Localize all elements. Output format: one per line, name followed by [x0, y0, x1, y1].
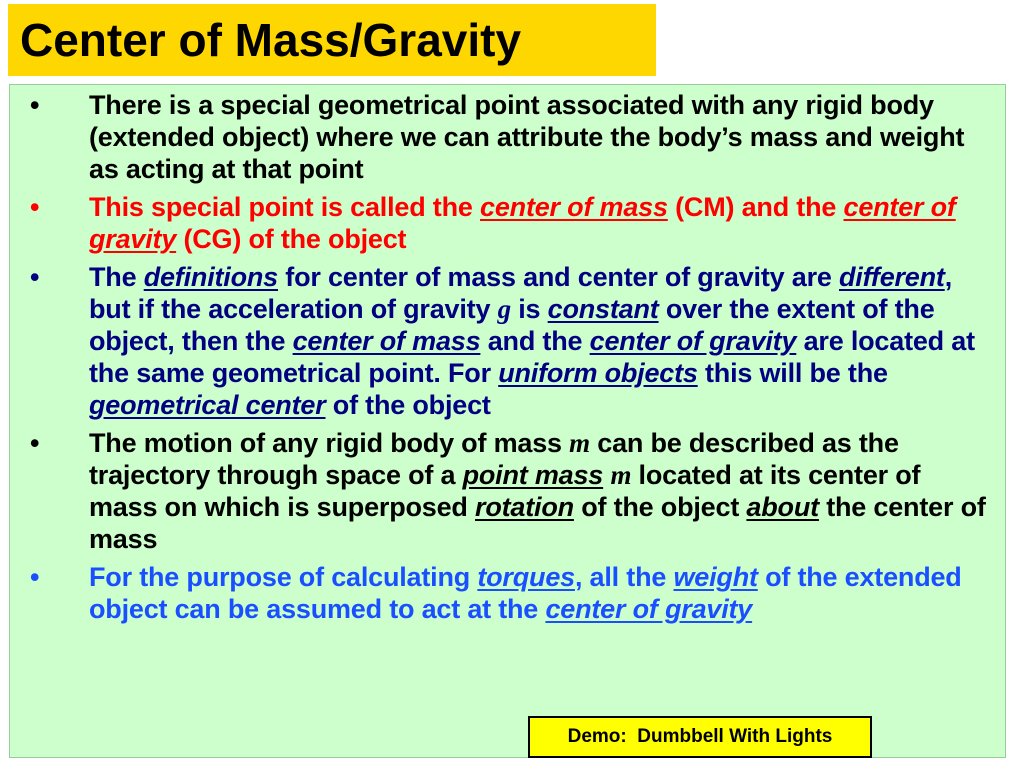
- emphasis-point-mass: point mass: [462, 460, 604, 490]
- slide-title: Center of Mass/Gravity: [20, 14, 522, 66]
- text-segment: , all the: [574, 562, 674, 592]
- bullet-item-cm-cg: [18, 191, 995, 255]
- bullet-item-torques: [18, 561, 995, 625]
- variable-m: m: [569, 428, 590, 458]
- text-segment: The: [89, 262, 144, 292]
- variable-g: g: [497, 294, 511, 324]
- emphasis-about: about: [746, 492, 819, 522]
- text-segment: located at its center of mass on which is superposed: [89, 460, 921, 522]
- bullet-marker: •: [30, 562, 40, 592]
- emphasis-constant: constant: [547, 294, 659, 324]
- demo-label-box: Demo: Dumbbell With Lights: [528, 716, 872, 758]
- title-banner: [8, 4, 656, 76]
- bullet-marker: •: [30, 428, 40, 458]
- text-segment: of the object: [573, 492, 747, 522]
- bullet-marker: •: [30, 90, 40, 120]
- emphasis-weight: weight: [673, 562, 758, 592]
- bullet-item-special-point: [18, 89, 995, 185]
- text-segment: There is a special geometrical point associated with any rigid body (extended object) where we can attribute the body’s mass and weight as acting at that point: [89, 90, 965, 184]
- emphasis-definitions: definitions: [143, 262, 278, 292]
- emphasis-torques: torques: [477, 562, 575, 592]
- bullet-text: [89, 427, 995, 555]
- bullet-text: [89, 89, 995, 185]
- emphasis-rotation: rotation: [475, 492, 574, 522]
- bullet-text: [89, 261, 995, 421]
- text-segment: (CM) and the: [667, 192, 844, 222]
- text-segment: , but if the acceleration of gravity: [89, 262, 953, 324]
- emphasis-uniform-objects: uniform objects: [498, 358, 698, 388]
- text-segment: The motion of any rigid body of mass: [89, 428, 570, 458]
- bullet-text: [89, 561, 995, 625]
- variable-m: m: [610, 460, 632, 490]
- text-segment: For the purpose of calculating: [89, 562, 478, 592]
- emphasis-center-of-gravity: center of gravity: [589, 326, 797, 356]
- text-segment: for center of mass and center of gravity are: [278, 262, 839, 292]
- emphasis-geometrical-center: geometrical center: [89, 390, 326, 420]
- text-segment: the center of mass: [89, 492, 986, 554]
- bullet-text: [89, 191, 995, 255]
- bullet-item-motion: [18, 427, 995, 555]
- text-segment: (CG) of the object: [176, 224, 407, 254]
- emphasis-different: different: [839, 262, 945, 292]
- bullet-marker: •: [30, 192, 40, 222]
- text-segment: of the object: [325, 390, 491, 420]
- emphasis-center-of-gravity: center of gravity: [545, 594, 753, 624]
- text-segment: this will be the: [697, 358, 888, 388]
- text-segment: is: [510, 294, 548, 324]
- text-segment: are located at the same geometrical point. For: [89, 326, 975, 388]
- emphasis-center-of-mass: center of mass: [292, 326, 481, 356]
- text-segment: of the extended object can be assumed to act at the: [89, 562, 962, 624]
- emphasis-center-of-gravity: center of gravity: [89, 192, 956, 254]
- text-segment: This special point is called the: [89, 192, 481, 222]
- text-segment: can be described as the trajectory through space of a: [89, 428, 899, 490]
- content-panel: [9, 84, 1006, 758]
- bullet-marker: •: [30, 262, 40, 292]
- emphasis-center-of-mass: center of mass: [480, 192, 668, 222]
- text-segment: over the extent of the object, then the: [89, 294, 935, 356]
- text-segment: and the: [480, 326, 590, 356]
- bullet-item-definitions: [18, 261, 995, 421]
